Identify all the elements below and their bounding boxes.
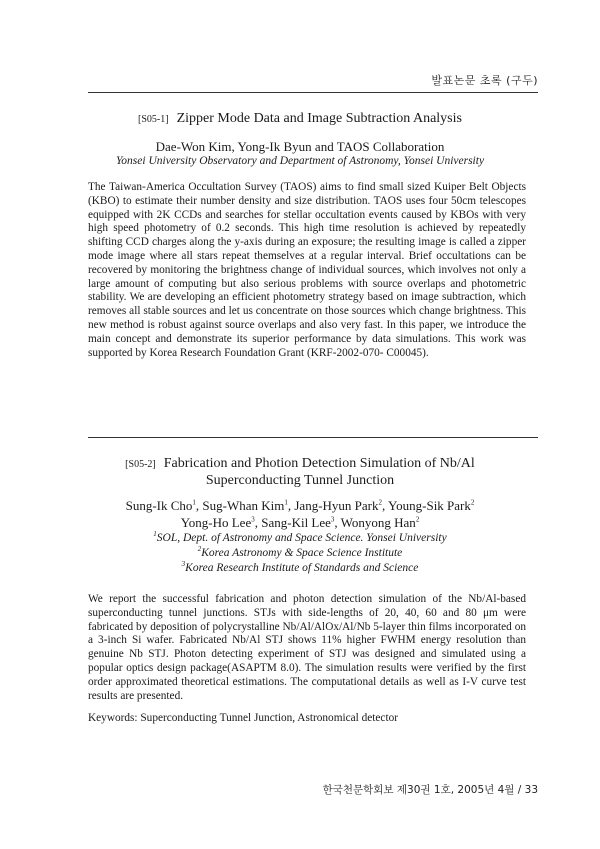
author-sup: 3 [251, 515, 255, 524]
header-rule [88, 92, 538, 93]
author-sup: 2 [470, 498, 475, 507]
paper1-title-block [0, 110, 600, 129]
paper2-keywords: Keywords: Superconducting Tunnel Junction, Astronomical detector [88, 712, 398, 724]
affil-sup: 2 [197, 545, 202, 554]
author: Sang-Kil Lee [261, 515, 331, 530]
paper2-authors-line1: Sung-Ik Cho$^1$, Sug-Whan Kim$^1$, Jang-Hyun Park$^2$, Young-Sik Park$^2$ [125, 498, 475, 513]
author-sup: 2 [415, 515, 420, 524]
running-head: 발표논문 초록 (구두) [431, 74, 538, 87]
page-footer: 한국천문학회보 제30권 1호, 2005년 4월 / 33 [322, 784, 538, 796]
author-sup: 1 [192, 498, 196, 507]
paper1-affiliation: Yonsei University Observatory and Department of Astronomy, Yonsei University [115, 155, 485, 167]
paper1-title: Zipper Mode Data and Image Subtraction Analysis [176, 111, 462, 126]
author-sup: 2 [378, 498, 383, 507]
paper1-code: [S05-1] [138, 114, 169, 125]
author: Sung-Ik Cho [125, 498, 193, 513]
section-rule [88, 437, 538, 438]
paper1-abstract-text: The Taiwan-America Occultation Survey (TAOS) aims to find small sized Kuiper Belt Objects (KBO) to estimate their number density and size distribution. TAOS uses four 50cm telescopes equipped with 2K CCDs and searches for stellar occultation events caused by KBOs with very high speed photometry of 0.2 seconds. This high time resolution is achieved by repeatedly shifting CCD charges along the y-axis during an exposure; the resulting image is called a zipper mode image where all stars repeat themselves at a regular interval. Brief occultations can be recovered by monitoring the brightness change of individual sources, which involves not only a large amount of computing but also serious problems with source overlaps and photometric stability. We are developing an efficient photometry strategy based on image subtraction, which removes all stable sources and let us concentrate on those sources which change brightness. This new method is robust against source overlaps and also very fast. In this paper, we introduce the main concept and demonstrate its superior performance by data simulations. This work was supported by Korea Research Foundation Grant (KRF-2002-070- C00045). [88, 181, 526, 359]
author-sup: 3 [330, 515, 335, 524]
paper2-affiliation-3 [0, 561, 600, 576]
paper2-affiliation-1 [0, 531, 600, 546]
affil-text: SOL, Dept. of Astronomy and Space Science. Yonsei University [156, 532, 447, 544]
author-sup: 1 [284, 498, 288, 507]
paper2-title-line1: Fabrication and Photion Detection Simulation of Nb/Al [163, 456, 475, 471]
paper1-authors: Dae-Won Kim, Yong-Ik Byun and TAOS Collaboration [155, 139, 445, 154]
affil-text: Korea Astronomy & Space Science Institute [201, 547, 403, 559]
author: Jang-Hyun Park [294, 498, 379, 513]
affil-sup: 1 [153, 530, 157, 539]
author: Young-Sik Park [388, 498, 471, 513]
paper2-abstract [88, 593, 526, 703]
author: Yong-Ho Lee [180, 515, 252, 530]
paper2-abstract-text: We report the successful fabrication and photon detection simulation of the Nb/Al-based superconducting tunnel junctions. STJs with side-lengths of 20, 40, 60 and 80 μm were fabricated by deposition of polycrystalline Nb/Al/AlOx/Al/Nb 5-layer thin films incorporated on a 3-inch Si wafer. Fabricated Nb/Al STJ shows 11% higher FWHM energy resolution than genuine Nb STJ. Photon detecting experiment of STJ was designed and simulated using a popular optics design package(ASAPTM 8.0). The simulation results were verified by the first order approximated theoretical estimations. The computational details as well as I-V curve test results are presented. [88, 593, 526, 702]
paper2-code: [S05-2] [125, 459, 156, 470]
affil-text: Korea Research Institute of Standards and Science [185, 562, 419, 574]
paper2-affiliation-2 [0, 546, 600, 561]
paper2-authors-line2: Yong-Ho Lee$^3$, Sang-Kil Lee$^3$, Wonyong Han$^2$ [180, 515, 420, 530]
author: Sug-Whan Kim [202, 498, 285, 513]
paper1-abstract [88, 181, 526, 360]
affil-sup: 3 [181, 560, 186, 569]
paper2-title-line2: Superconducting Tunnel Junction [205, 473, 395, 488]
author: Wonyong Han [340, 515, 416, 530]
